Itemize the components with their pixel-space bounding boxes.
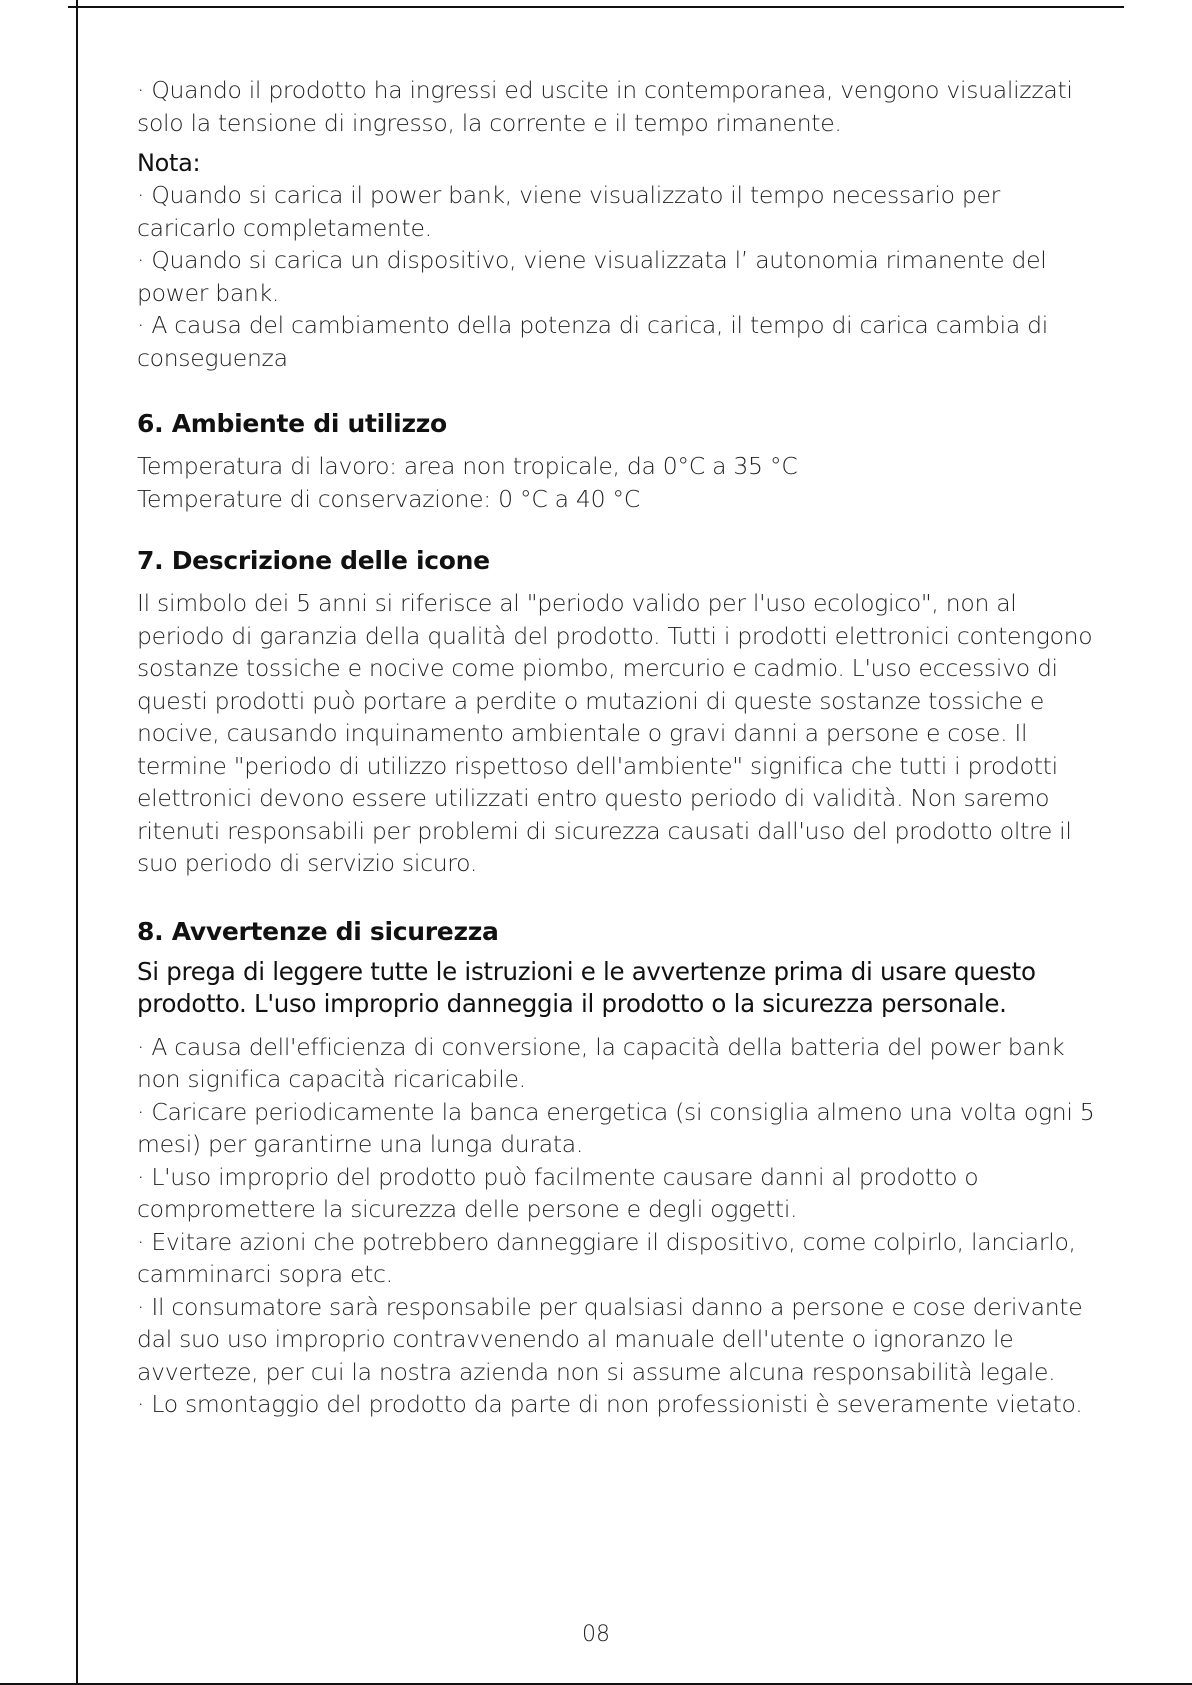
nota-label: Nota:	[137, 149, 201, 177]
page-number: 08	[582, 1622, 610, 1647]
crop-mark-top	[68, 6, 1124, 8]
section-8-lead: Si prega di leggere tutte le istruzioni e le avvertenze prima di usare questo prodotto. L'uso improprio danneggia il prodotto o la sicurezza personale.	[137, 956, 1036, 1018]
safety-bullet: · L'uso improprio del prodotto può facilmente causare danni al prodotto o compromettere la sicurezza delle persone e degli oggetti.	[137, 1162, 979, 1223]
nota-bullet: · Quando si carica il power bank, viene visualizzato il tempo necessario per caricarlo completamente.	[137, 181, 1000, 242]
safety-bullet: · Il consumatore sarà responsabile per qualsiasi danno a persone e cose derivante dal suo uso improprio contravvenendo al manuale dell'utente o ignoranzo le avverteze, per cui la nostra azienda non si assume alcuna responsabilità legale.	[137, 1292, 1083, 1386]
safety-bullet: · A causa dell'efficienza di conversione, la capacità della batteria del power bank non significa capacità ricaricabile.	[137, 1032, 1065, 1093]
section-6-body	[137, 450, 1097, 515]
nota-bullet: · Quando si carica un dispositivo, viene visualizzata l’ autonomia rimanente del power bank.	[137, 246, 1047, 307]
intro-bullet: · Quando il prodotto ha ingressi ed uscite in contemporanea, vengono visualizzati solo la tensione di ingresso, la corrente e il tempo rimanente.	[137, 76, 1073, 137]
section-7-heading: 7. Descrizione delle icone	[137, 546, 490, 575]
section-8-heading: 8. Avvertenze di sicurezza	[137, 916, 499, 946]
section-7-paragraph: Il simbolo dei 5 anni si riferisce al "periodo valido per l'uso ecologico", non al periodo di garanzia della qualità del prodotto. Tutti i prodotti elettronici contengono sostanze tossiche e nocive come piombo, mercurio e cadmio. L'uso eccessivo di questi prodotti può portare a perdite o mutazioni di queste sostanze tossiche e nocive, causando inquinamento ambientale o gravi danni a persone e cose. Il termine "periodo di utilizzo rispettoso dell'ambiente" significa che tutti i prodotti elettronici devono essere utilizzati entro questo periodo di validità. Non saremo ritenuti responsabili per problemi di sicurezza causati dall'uso del prodotto oltre il suo periodo di servizio sicuro.	[137, 589, 1093, 877]
nota-list	[137, 179, 1097, 374]
storage-temperature: Temperature di conservazione: 0 °C a 40 °C	[137, 484, 640, 513]
section-6-heading: 6. Ambiente di utilizzo	[137, 409, 447, 438]
safety-bullet: · Evitare azioni che potrebbero danneggiare il dispositivo, come colpirlo, lanciarlo, camminarci sopra etc.	[137, 1227, 1076, 1288]
safety-bullet: · Caricare periodicamente la banca energetica (si consiglia almeno una volta ogni 5 mesi) per garantirne una lunga durata.	[137, 1097, 1095, 1158]
nota-bullet: · A causa del cambiamento della potenza di carica, il tempo di carica cambia di conseguenza	[137, 311, 1048, 372]
page-content	[137, 74, 1097, 1421]
crop-mark-left	[76, 0, 78, 1685]
section-8-list	[137, 1031, 1097, 1421]
safety-bullet: · Lo smontaggio del prodotto da parte di non professionisti è severamente vietato.	[137, 1390, 1083, 1418]
working-temperature: Temperatura di lavoro: area non tropicale, da 0°C a 35 °C	[137, 452, 798, 480]
